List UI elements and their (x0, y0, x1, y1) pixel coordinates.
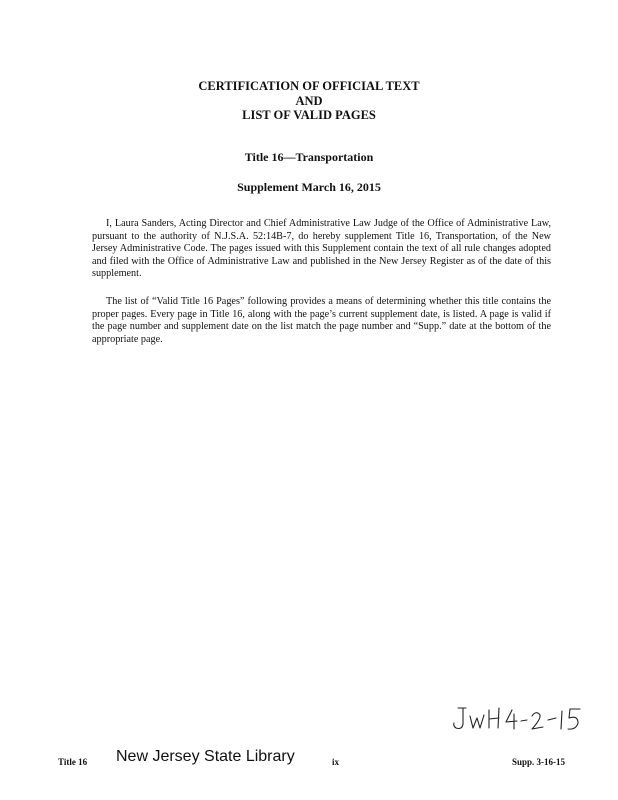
certification-paragraph: I, Laura Sanders, Acting Director and Chief Administrative Law Judge of the Office of Administrative Law, pursuant to the authority of N.J.S.A. 52:14B-7, do hereby supplement Title 16, Transportation, of the New Jersey Administrative Code. The pages issued with this Supplement contain the text of all rule changes adopted and filed with the Office of Administrative Law and published in the New Jersey Register as of the date of this supplement. (92, 218, 551, 280)
heading-line-1: CERTIFICATION OF OFFICIAL TEXT (198, 79, 420, 93)
heading-line-3: LIST OF VALID PAGES (242, 108, 376, 122)
certification-heading (0, 79, 618, 123)
footer-title: Title 16 (58, 757, 88, 767)
handwritten-initials (444, 696, 594, 736)
footer-supp-date: Supp. 3-16-15 (512, 757, 566, 767)
title-heading: Title 16—Transportation (244, 150, 374, 164)
page-number: ix (332, 757, 340, 767)
supplement-heading: Supplement March 16, 2015 (237, 180, 381, 194)
valid-pages-paragraph: The list of “Valid Title 16 Pages” following provides a means of determining whether this title contains the proper pages. Every page in Title 16, along with the page’s current supplement date, is listed. A page is valid if the page number and supplement date on the list match the page number and “Supp.” date at the bottom of the appropriate page. (92, 296, 551, 345)
library-stamp: New Jersey State Library (116, 748, 295, 765)
heading-line-2: AND (295, 93, 323, 108)
